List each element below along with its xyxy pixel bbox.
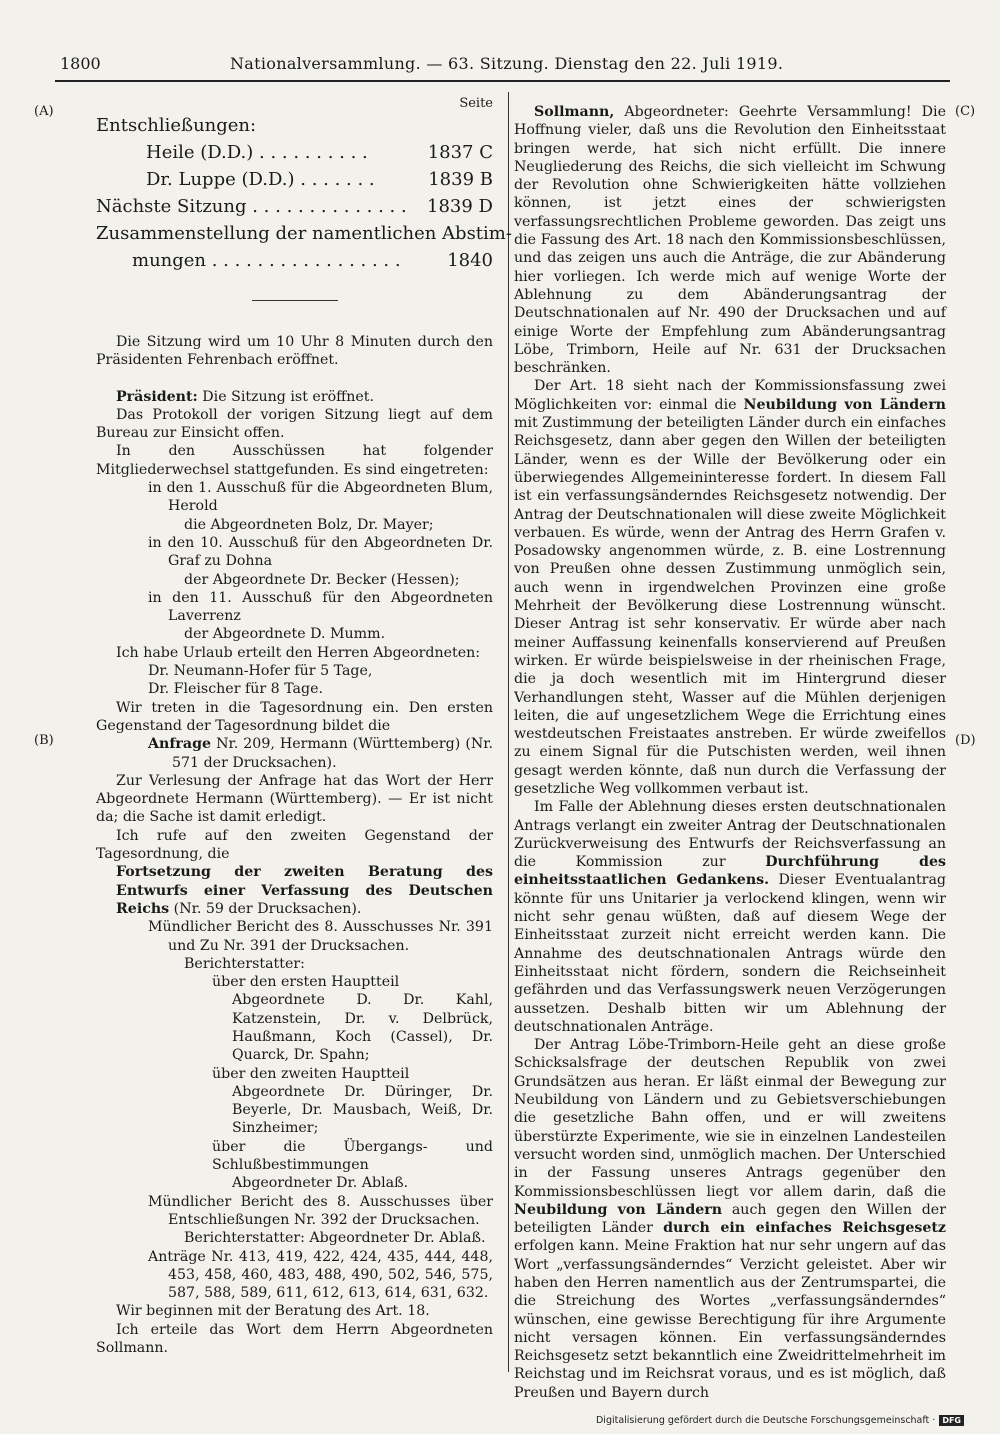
seite-label: Seite [459,96,493,111]
protokoll-paragraph: Das Protokoll der vorigen Sitzung liegt auf dem Bureau zur Einsicht offen. [96,406,493,442]
footer-text: Digitalisierung gefördert durch die Deutsche Forschungsgemeinschaft · [595,1415,936,1426]
speech-paragraph: Sollmann, Abgeordneter: Geehrte Versammlung! Die Hoffnung vieler, daß uns die Revolution den Einheitsstaat bringen werde, hat sich nicht erfüllt. Die innere Neugliederung des Reichs, die sich vielleicht im Schwung der Revolution ohne Schwierigkeiten hätte vollziehen können, ist jetzt eines der schwierigsten verfassungsrechtlichen Probleme geworden. Das zeigt uns die Fassung des Art. 18 nach den Kommissionsbeschlüssen, und das zeigen uns auch die Anträge, die zur Abänderung hier vorliegen. Ich werde mich auf wenige Worte der Ablehnung zu dem Abänderungsantrag der Deutschnationalen auf Nr. 490 der Drucksachen und auf einige Worte der Empfehlung zum Abänderungsantrag Löbe, Trimborn, Heile auf Nr. 631 der Drucksachen beschränken. [514,104,946,377]
entschliessungen-berichterstatter: Berichterstatter: Abgeordneter Dr. Ablaß. [184,1230,486,1247]
committee-change: in den 1. Ausschuß für die Abgeordneten Blum, Herold [148,480,493,515]
hauptteil-names: Abgeordnete Dr. Düringer, Dr. Beyerle, Dr. Mausbach, Weiß, Dr. Sinzheimer; [232,1083,493,1137]
president-paragraph: Präsident: Die Sitzung ist eröffnet. [116,388,374,405]
opening-paragraph: Die Sitzung wird um 10 Uhr 8 Minuten durch den Präsidenten Fehrenbach eröffnet. [96,334,493,369]
berichterstatter-label: Berichterstatter: [184,955,305,972]
erteile-paragraph: Ich erteile das Wort dem Herrn Abgeordneten Sollmann. [96,1321,493,1357]
speech-paragraph: Im Falle der Ablehnung dieses ersten deutschnationalen Antrags verlangt ein zweiter Antrag der Deutschnationalen Zurückverweisung des Entwurfs der Reichsverfassung an die Kommission zur Durchführung des einheitsstaatlichen Gedankens. Dieser Eventualantrag könnte für uns Unitarier ja verlockend klingen, wenn wir nicht sehr genau wüßten, daß auf diesem Wege der Einheitsstaat zurzeit nicht erreicht werden kann. Die Annahme des deutschnationalen Antrags würde den Einheitsstaat nicht fördern, sondern die Reichseinheit gefährden und das Verfassungswerk neuen Verzögerungen aussetzen. Deshalb bitten wir um Ablehnung der deutschnationalen Anträge. [514,799,946,1035]
table-of-contents [96,112,512,274]
antraege-paragraph: Anträge Nr. 413, 419, 422, 424, 435, 444, 448, 453, 458, 460, 483, 488, 490, 502, 546, 575, 587, 588, 589, 611, 612, 613, 614, 631, 632. [148,1248,493,1302]
hauptteil-label: über den zweiten Hauptteil [212,1065,410,1082]
header-rule [55,80,950,82]
committee-change: der Abgeordnete D. Mumm. [184,626,386,643]
toc-heading: Entschließungen: [96,115,257,136]
margin-mark-b: (B) [34,733,54,748]
hauptteil-label: über den ersten Hauptteil [212,974,400,991]
urlaub-paragraph: Ich habe Urlaub erteilt den Herren Abgeordneten: [116,644,481,661]
page-number: 1800 [60,54,101,73]
toc-row [96,166,493,193]
toc-page: 1837 C [427,142,493,163]
left-column [96,96,512,1357]
committee-change: die Abgeordneten Bolz, Dr. Mayer; [184,516,434,533]
toc-entry: Zusammenstellung der namentlichen Abstim- [96,223,512,244]
speaker-name: Sollmann, [534,104,615,120]
hauptteil-names: Abgeordnete D. Dr. Kahl, Katzenstein, Dr. v. Delbrück, Haußmann, Koch (Cassel), Dr. Quarck, Dr. Spahn; [232,992,493,1064]
speech-paragraph: Der Antrag Löbe-Trimborn-Heile geht an diese große Schicksalsfrage der deutschen Republik von zwei Grundsätzen aus heran. Er läßt einmal der Bewegung zur Neubildung von Ländern und zu Gebietsverschiebungen die gesetzliche Bahn offen, und er will zweitens überstürzte Experimente, wie sie in einzelnen Landesteilen versucht worden sind, unmöglich machen. Der Unterschied in der Fassung unseres Antrags gegenüber den Kommissionsbeschlüssen liegt vor allem darin, daß die Neubildung von Ländern auch gegen den Willen der beteiligten Länder durch ein einfaches Reichsgesetz erfolgen kann. Meine Fraktion hat nur sehr ungern auf das Wort „verfassungsänderndes“ Verzicht geleistet. Aber wir haben den Herren namentlich aus der Zentrumspartei, die die Streichung des Wortes „verfassungsänderndes“ wünschen, eine gewisse Berechtigung für ihre Argumente nicht versagen können. Ein verfassungsänderndes Reichsgesetz setzt bekanntlich eine Zweidrittelmehrheit im Reichstag und im Reichsrat voraus, und es ist möglich, daß Preußen und Bayern durch [514,1037,946,1401]
digitization-footer [596,1415,964,1426]
speaker-label: Präsident: [116,388,198,405]
tagesordnung-paragraph: Wir treten in die Tagesordnung ein. Den ersten Gegenstand der Tagesordnung bildet die [96,699,493,734]
zweiter-gegenstand-paragraph: Ich rufe auf den zweiten Gegenstand der Tagesordnung, die [96,827,493,863]
toc-entry: Heile (D.D.) . . . . . . . . . . [146,142,368,163]
entschliessungen-paragraph: Mündlicher Bericht des 8. Ausschusses über Entschließungen Nr. 392 der Drucksachen. [148,1193,493,1228]
wechsel-paragraph: In den Ausschüssen hat folgender Mitgliederwechsel stattgefunden. Es sind eingetreten: [96,443,493,478]
margin-mark-c: (C) [955,104,976,119]
urlaub-entry: Dr. Fleischer für 8 Tage. [148,681,324,698]
section-separator [252,300,338,301]
toc-entry: Dr. Luppe (D.D.) . . . . . . . [146,169,375,190]
dfg-logo: DFG [939,1415,964,1426]
toc-entry: Nächste Sitzung . . . . . . . . . . . . . . [96,196,407,217]
beginnen-paragraph: Wir beginnen mit der Beratung des Art. 18. [116,1303,430,1320]
toc-page: 1839 D [427,196,493,217]
toc-entry: mungen . . . . . . . . . . . . . . . . . [132,250,401,271]
urlaub-entry: Dr. Neumann-Hofer für 5 Tage, [148,663,373,680]
toc-row [96,139,493,166]
committee-change: in den 10. Ausschuß für den Abgeordneten Dr. Graf zu Dohna [148,534,493,570]
page-header [60,54,960,76]
anfrage-paragraph: Anfrage Nr. 209, Hermann (Württemberg) (Nr. 571 der Drucksachen). [148,736,493,771]
toc-page: 1839 B [428,169,493,190]
right-column [514,103,946,1402]
header-title: Nationalversammlung. — 63. Sitzung. Dienstag den 22. Juli 1919. [230,54,784,73]
uebergang-name: Abgeordneter Dr. Ablaß. [232,1175,409,1192]
toc-row [96,193,493,220]
toc-page: 1840 [447,250,493,271]
fortsetzung-paragraph: Fortsetzung der zweiten Beratung des Entwurfs einer Verfassung des Deutschen Reichs (Nr. 59 der Drucksachen). [116,864,493,917]
toc-row [96,220,512,247]
bericht-paragraph: Mündlicher Bericht des 8. Ausschusses Nr. 391 und Zu Nr. 391 der Drucksachen. [148,919,493,954]
verlesung-paragraph: Zur Verlesung der Anfrage hat das Wort der Herr Abgeordnete Hermann (Württemberg). — Er ist nicht da; die Sache ist damit erledigt. [96,772,493,826]
committee-change: in den 11. Ausschuß für den Abgeordneten Laverrenz [148,589,493,625]
toc-row [96,247,493,274]
anfrage-label: Anfrage [148,736,212,753]
margin-mark-d: (D) [955,733,976,748]
uebergang-label: über die Übergangs- und Schlußbestimmungen [212,1138,493,1174]
margin-mark-a: (A) [34,104,54,119]
column-divider [508,92,509,1372]
fortsetzung-label: Fortsetzung der zweiten Beratung des Entwurfs einer Verfassung des Deutschen Reichs [116,864,493,917]
committee-change: der Abgeordnete Dr. Becker (Hessen); [184,571,460,588]
speech-paragraph: Der Art. 18 sieht nach der Kommissionsfassung zwei Möglichkeiten vor: einmal die Neubildung von Ländern mit Zustimmung der beteiligten Länder durch ein einfaches Reichsgesetz, dann aber gegen den Willen der beteiligten Länder, wenn es der Wille der Bevölkerung oder ein überwiegendes Allgemeininteresse fordert. In diesem Fall ist ein verfassungsänderndes Reichsgesetz notwendig. Der Antrag der Deutschnationalen will diese zweite Möglichkeit verbauen. Es würde, wenn der Antrag des Herrn Grafen v. Posadowsky angenommen würde, z. B. eine Lostrennung von Preußen ohne dessen Zustimmung unmöglich sein, auch wenn in irgendwelchen Provinzen eine große Mehrheit der Bevölkerung diese Lostrennung wünscht. Dieser Antrag ist sehr konservativ. Er würde aber nach meiner Auffassung keinenfalls konservierend auf Preußen wirken. Er würde beispielsweise in der rheinischen Frage, die ja doch wesentlich mit im Hintergrund dieser Verhandlungen steht, Wasser auf die Mühlen derjenigen leiten, die auf ungesetzlichem Wege die Errichtung eines westdeutschen Freistaates anstreben. Er würde zweifellos zu einem Signal für die Putschisten werden, weil ihnen gesagt werden könnte, daß nun durch die Verfassung der gesetzliche Weg vollkommen verbaut ist. [514,378,946,797]
